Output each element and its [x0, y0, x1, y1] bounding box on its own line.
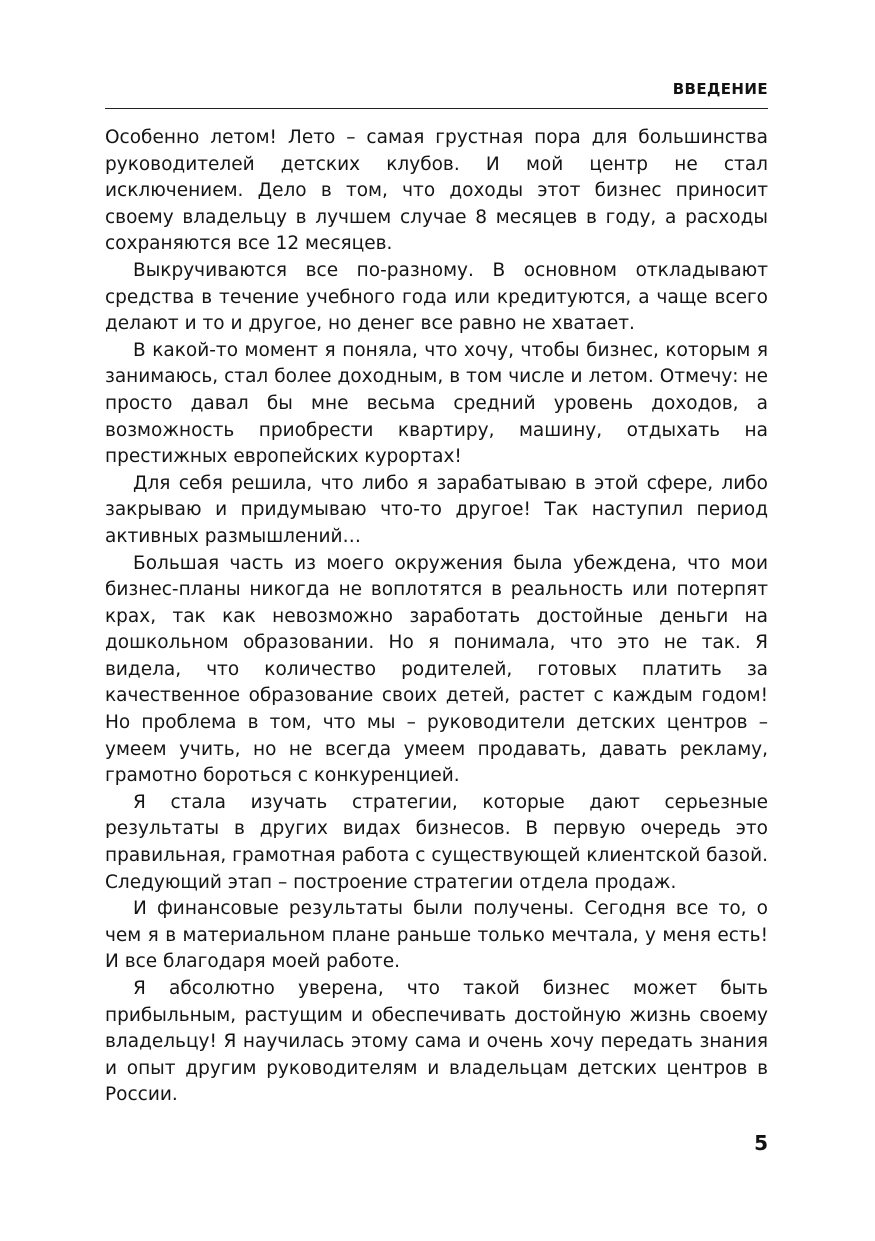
- paragraph: В какой-то момент я поняла, что хочу, чтобы бизнес, которым я занимаюсь, стал более доходным, в том числе и летом. Отмечу: не просто давал бы мне весьма средний уровень доходов, а возможность приобрести квартиру, машину, отдыхать на престижных европейских курортах!: [105, 339, 768, 468]
- paragraph: Я стала изучать стратегии, которые дают серьезные результаты в других видах бизнесов. В первую очередь это правильная, грамотная работа с существующей клиентской базой. Следующий этап – построение стратегии отдела продаж.: [105, 791, 768, 893]
- section-title: ВВЕДЕНИЕ: [672, 80, 768, 98]
- paragraph: Особенно летом! Лето – самая грустная пора для большинства руководителей детских клубов. И мой центр не стал исключением. Дело в том, что доходы этот бизнес приносит своему владельцу в лучшем случае 8 месяцев в году, а расходы сохраняются все 12 месяцев.: [105, 127, 768, 255]
- running-header: [105, 78, 768, 109]
- paragraph: Я абсолютно уверена, что такой бизнес может быть прибыльным, растущим и обеспечивать достойную жизнь своему владельцу! Я научилась этому сама и очень хочу передать знания и опыт другим руководителям и владельцам детских центров в России.: [105, 978, 768, 1106]
- paragraph: Большая часть из моего окружения была убеждена, что мои бизнес-планы никогда не воплотятся в реальность или потерпят крах, так как невозможно заработать достойные деньги на дошкольном образовании. Но я понимала, что это не так. Я видела, что количество родителей, готовых платить за качественное образование своих детей, растет с каждым годом! Но проблема в том, что мы – руководители детских центров – умеем учить, но не всегда умеем продавать, давать рекламу, грамотно бороться с конкуренцией.: [105, 552, 768, 787]
- page-body: [105, 125, 768, 1109]
- paragraph: Для себя решила, что либо я зарабатываю в этой сфере, либо закрываю и придумываю что-то другое! Так наступил период активных размышлений…: [105, 472, 768, 547]
- paragraph: И финансовые результаты были получены. Сегодня все то, о чем я в материальном плане раньше только мечтала, у меня есть! И все благодаря моей работе.: [105, 898, 768, 973]
- paragraph: Выкручиваются все по-разному. В основном откладывают средства в течение учебного года или кредитуются, а чаще всего делают и то и другое, но денег все равно не хватает.: [105, 259, 768, 335]
- page-number: 5: [754, 1131, 768, 1155]
